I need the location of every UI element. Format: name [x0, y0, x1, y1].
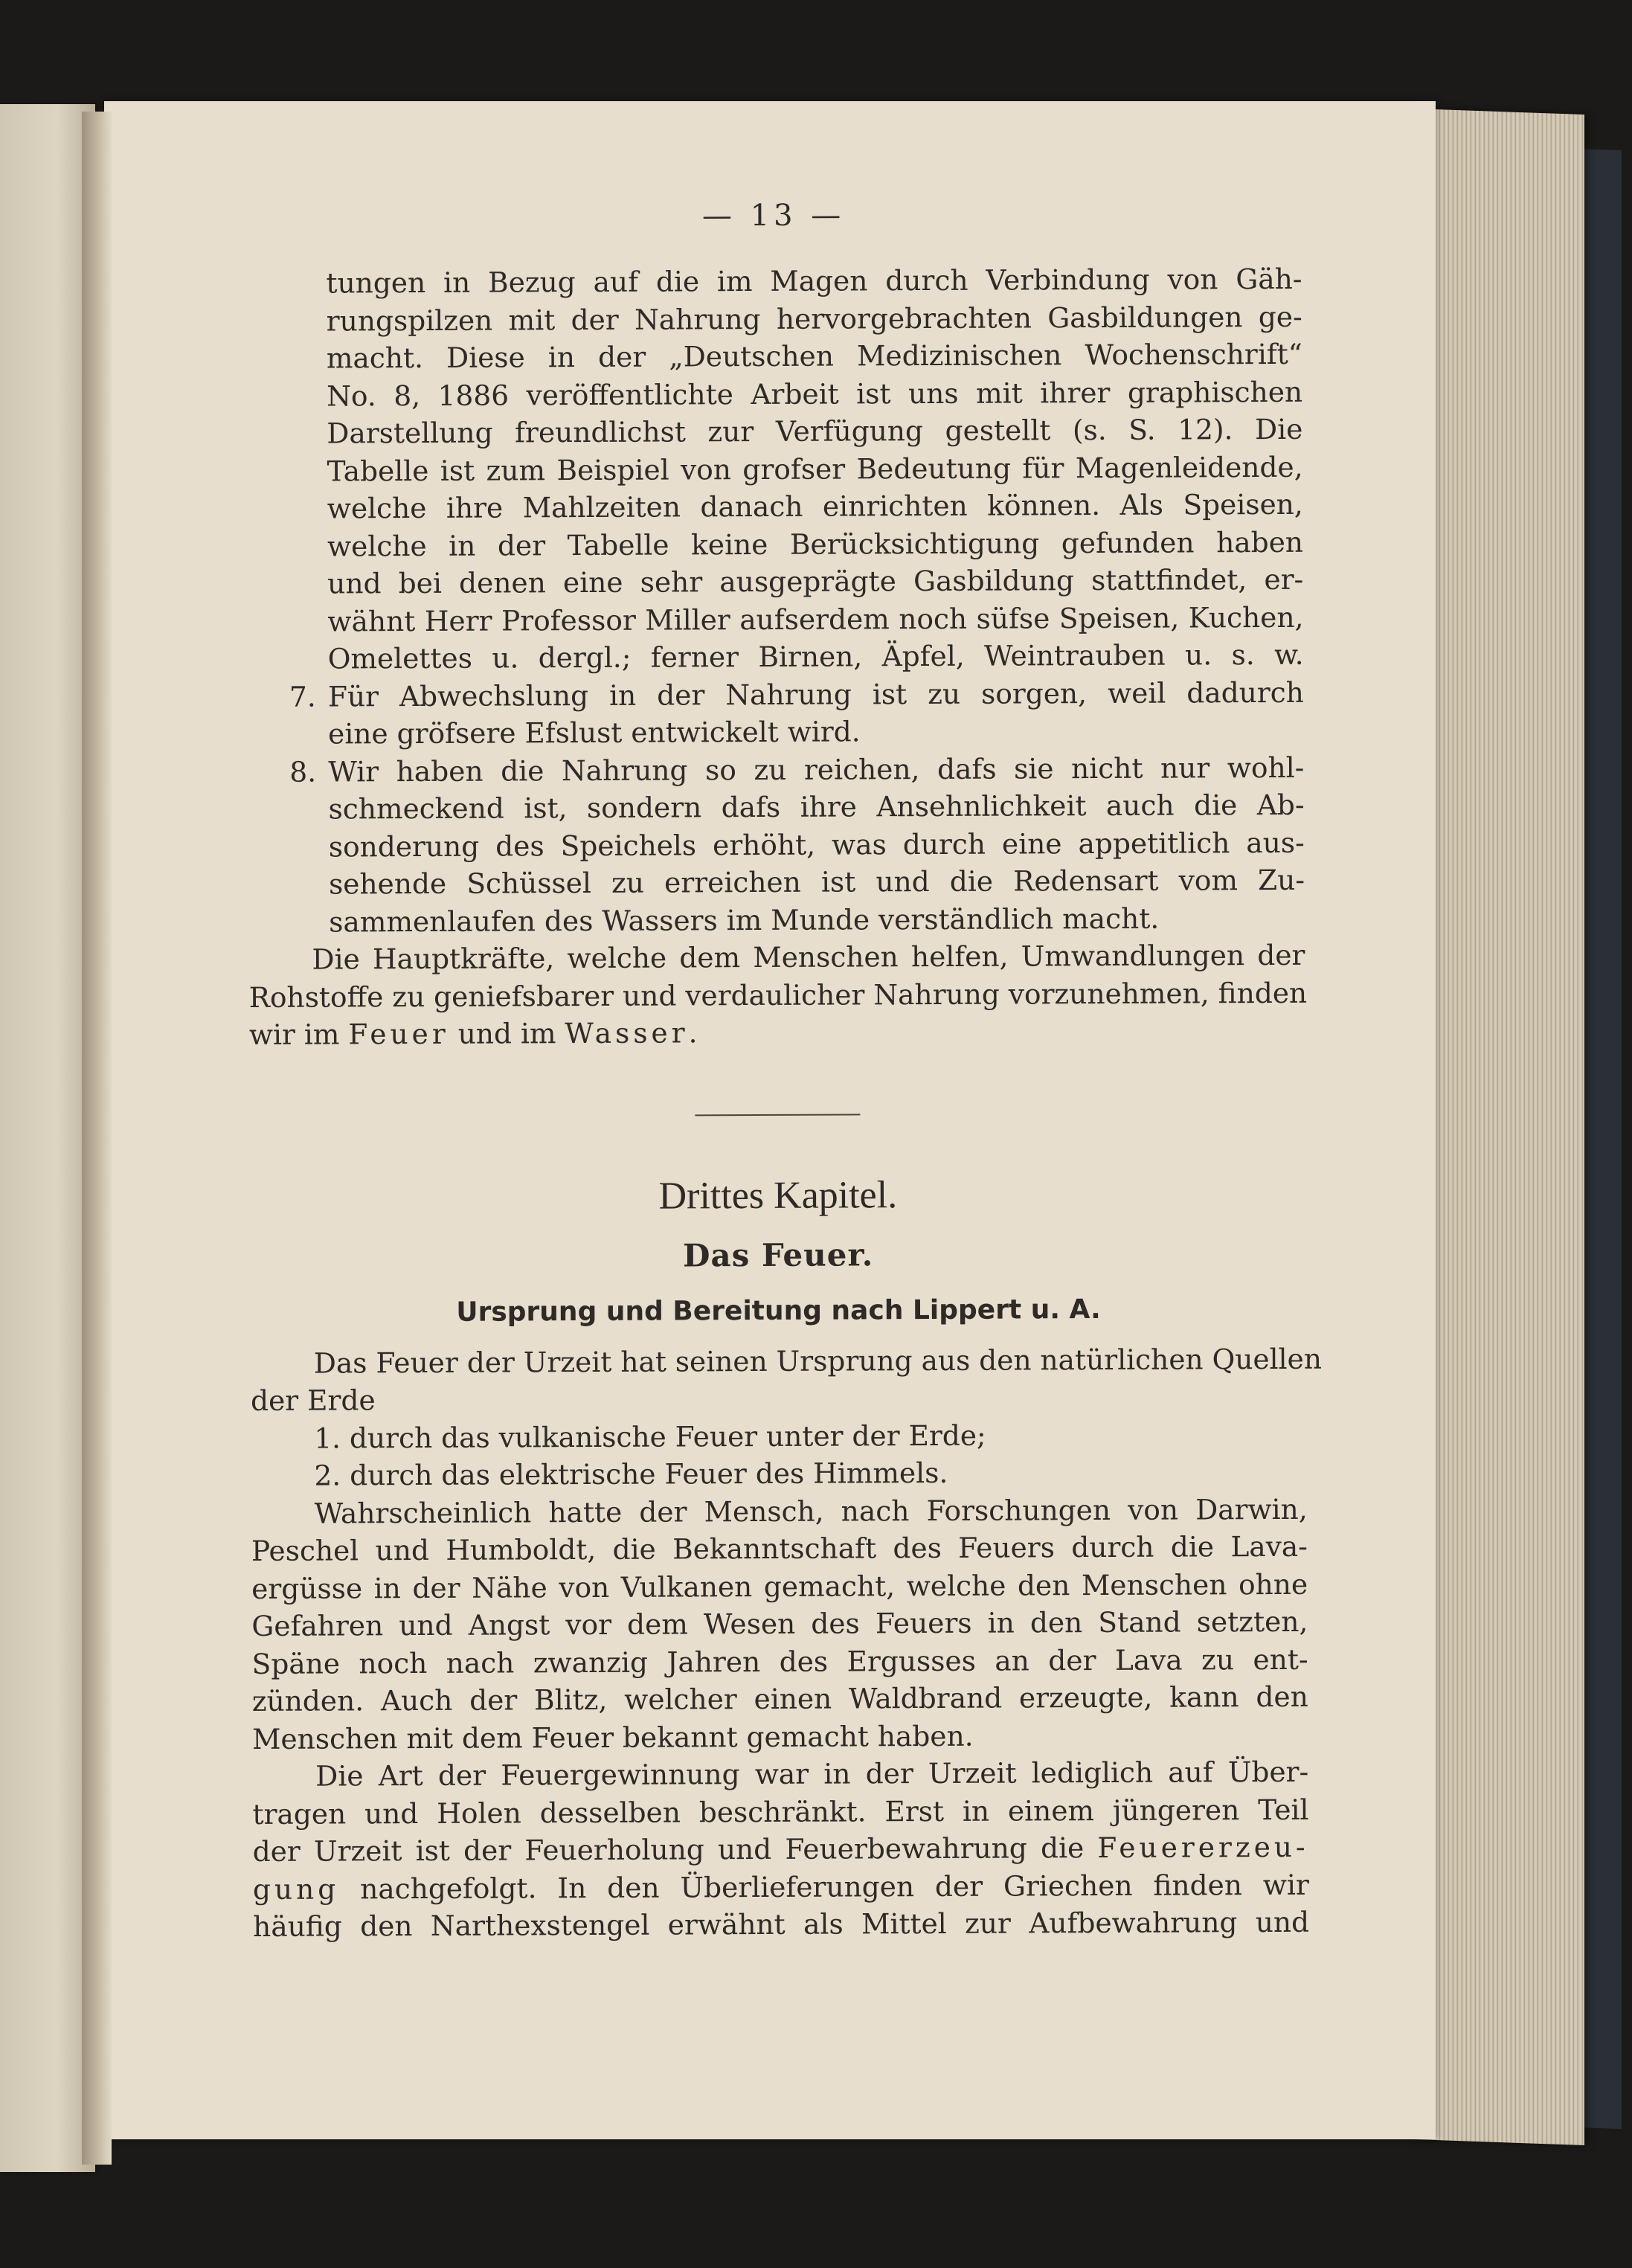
- page-block-edge: [1413, 109, 1584, 2145]
- text-line: sonderung des Speichels erhöht, was durch eine appetitlich aus-: [328, 826, 1305, 864]
- text-span: und im: [449, 1017, 565, 1050]
- list-number: 8.: [289, 755, 317, 788]
- text-line: eine gröfsere Efslust entwickelt wird.: [328, 715, 861, 751]
- paragraph-origin: [250, 1340, 1323, 1494]
- text-line: welche in der Tabelle keine Berücksichtigung gefunden haben: [327, 525, 1304, 563]
- text-line: [248, 673, 1304, 716]
- spaced-word-feuer: Feuer: [348, 1017, 449, 1051]
- paragraph-feuergewinnung: [252, 1753, 1309, 1946]
- paragraph-summary: [248, 937, 1308, 1054]
- text-span: nachgefolgt. In den Überlieferungen der Griechen finden wir: [339, 1868, 1309, 1905]
- text-line: [248, 748, 1304, 791]
- text-line: macht. Diese in der „Deutschen Medizinischen Wochenschrift“: [326, 337, 1303, 375]
- spaced-word-gung: gung: [252, 1872, 340, 1906]
- text-line: welche ihre Mahlzeiten danach einrichten können. Als Speisen,: [327, 487, 1303, 525]
- text-line: Tabelle ist zum Beispiel von grofser Bedeutung für Magenleidende,: [327, 450, 1303, 488]
- list-item-elektrisch: 2. durch das elektrische Feuer des Himmels.: [314, 1456, 948, 1492]
- gutter-shadow: [82, 112, 112, 2165]
- text-line: tragen und Holen desselben beschränkt. Erst in einem jüngeren Teil: [252, 1793, 1309, 1831]
- text-line: [253, 1828, 1309, 1871]
- text-line: wähnt Herr Professor Miller aufserdem noch süfse Speisen, Kuchen,: [327, 600, 1304, 638]
- text-line: [253, 1866, 1309, 1908]
- subsection-title: Ursprung und Bereitung nach Lippert u. A.: [456, 1294, 1101, 1328]
- text-line: Rohstoffe zu geniefsbarer und verdaulicher Nahrung vorzunehmen, finden: [248, 976, 1308, 1014]
- text-line: häufig den Narthexstengel erwähnt als Mittel zur Aufbewahrung und: [253, 1905, 1310, 1943]
- text-line: Darstellung freundlichst zur Verfügung gestellt (s. S. 12). Die: [327, 412, 1303, 450]
- text-line: rungspilzen mit der Nahrung hervorgebrachten Gasbildungen ge-: [326, 300, 1302, 338]
- section-title: Das Feuer.: [682, 1236, 874, 1273]
- section-separator-rule: [695, 1114, 860, 1116]
- text-span: wir im: [248, 1018, 349, 1051]
- list-number: 7.: [289, 680, 316, 713]
- text-line: sehende Schüssel zu erreichen ist und die Redensart vom Zu-: [328, 863, 1305, 901]
- text-line: Omelettes u. dergl.; ferner Birnen, Äpfel, Weintrauben u. s. w.: [327, 637, 1304, 675]
- paragraph-continuation: [245, 260, 1303, 678]
- text-line: schmeckend ist, sondern dafs ihre Ansehnlichkeit auch die Ab-: [328, 788, 1305, 826]
- text-line: Die Art der Feuergewinnung war in der Urzeit lediglich auf Über-: [315, 1755, 1309, 1793]
- spaced-word-feuererzeugung: Feuererzeu-: [1097, 1830, 1309, 1865]
- page-number: — 13 —: [701, 198, 846, 234]
- list-item-7: [248, 673, 1304, 753]
- text-line: der Erde: [250, 1384, 376, 1417]
- text-line: Späne noch nach zwanzig Jahren des Ergusses an der Lava zu ent-: [251, 1642, 1308, 1680]
- left-page-edge: [0, 104, 95, 2172]
- text-line: ergüsse in der Nähe von Vulkanen gemacht, welche den Menschen ohne: [251, 1567, 1308, 1605]
- text-span: der Urzeit ist der Feuerholung und Feuerbewahrung die: [252, 1831, 1098, 1868]
- text-line: und bei denen eine sehr ausgeprägte Gasbildung stattfindet, er-: [327, 562, 1304, 600]
- list-item-vulkanisch: 1. durch das vulkanische Feuer unter der Erde;: [314, 1419, 986, 1455]
- text-line: Wahrscheinlich hatte der Mensch, nach Forschungen von Darwin,: [314, 1492, 1308, 1530]
- text-line: Das Feuer der Urzeit hat seinen Ursprung aus den natürlichen Quellen: [313, 1342, 1323, 1380]
- text-line: tungen in Bezug auf die im Magen durch Verbindung von Gäh-: [326, 262, 1302, 300]
- paragraph-darwin: [251, 1490, 1309, 1758]
- text-line: Die Hauptkräfte, welche dem Menschen helfen, Umwandlungen der: [312, 938, 1305, 976]
- text-span: .: [688, 1016, 698, 1050]
- list-text: Für Abwechslung in der Nahrung ist zu sorgen, weil dadurch: [327, 675, 1304, 713]
- text-line: [249, 1012, 1305, 1054]
- text-line: Peschel und Humboldt, die Bekanntschaft des Feuers durch die Lava-: [251, 1529, 1308, 1567]
- chapter-title: Drittes Kapitel.: [658, 1173, 898, 1218]
- text-line: zünden. Auch der Blitz, welcher einen Waldbrand erzeugte, kann den: [251, 1680, 1308, 1718]
- text-line: Gefahren und Angst vor dem Wesen des Feuers in den Stand setzten,: [251, 1604, 1308, 1642]
- list-item-8: [248, 748, 1305, 941]
- page-content: [245, 196, 1323, 1946]
- text-line: sammenlaufen des Wassers im Munde verständlich macht.: [329, 902, 1160, 939]
- spaced-word-wasser: Wasser: [565, 1016, 689, 1050]
- list-text: Wir haben die Nahrung so zu reichen, dafs sie nicht nur wohl-: [328, 751, 1305, 788]
- text-line: Menschen mit dem Feuer bekannt gemacht haben.: [251, 1719, 974, 1755]
- text-line: No. 8, 1886 veröffentlichte Arbeit ist uns mit ihrer graphischen: [327, 375, 1303, 413]
